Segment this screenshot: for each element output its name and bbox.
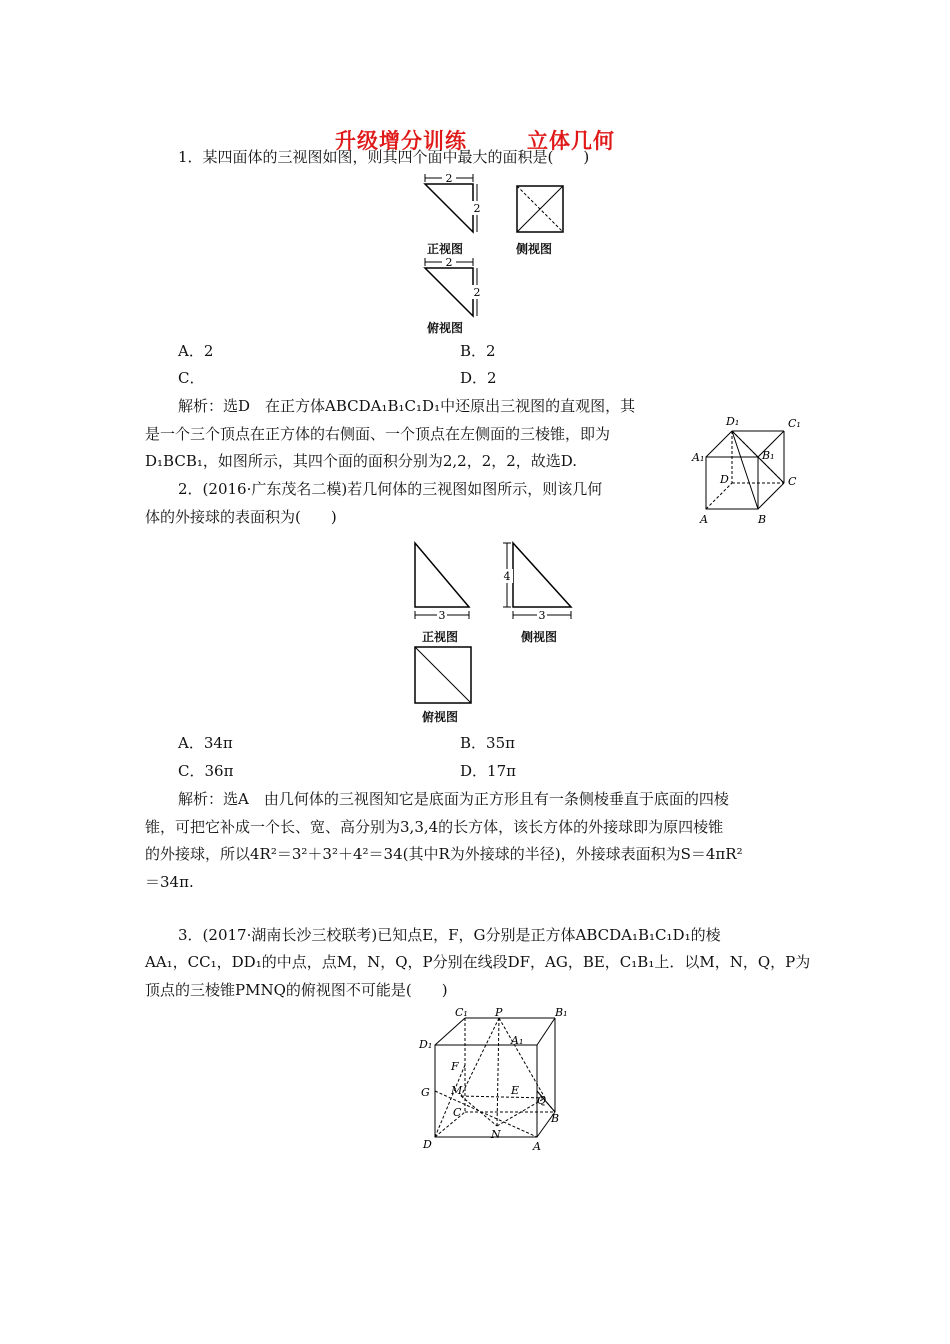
q2-side-label: 侧视图 bbox=[521, 630, 558, 644]
q3-label-p: P bbox=[495, 1008, 503, 1019]
q1-label-d1: D₁ bbox=[726, 415, 740, 428]
q1-label-b: B bbox=[758, 513, 767, 526]
q2-stem-line-1: 2．(2016·广东茂名二模)若几何体的三视图如图所示，则该几何 bbox=[178, 480, 603, 498]
q2-front-view bbox=[415, 543, 469, 622]
q1-label-d: D bbox=[720, 473, 729, 486]
q2-front-dim: 3 bbox=[438, 609, 446, 622]
q3-label-m: M bbox=[451, 1084, 463, 1097]
q1-option-a: A．2 bbox=[178, 342, 214, 360]
q1-side-view bbox=[517, 186, 563, 232]
q3-label-n: N bbox=[491, 1128, 501, 1141]
q2-top-view bbox=[415, 647, 471, 703]
title-right: 立体几何 bbox=[527, 128, 615, 153]
q3-label-e: E bbox=[511, 1084, 520, 1097]
q1-option-c: C． bbox=[178, 369, 205, 387]
q1-label-c1: C₁ bbox=[788, 417, 801, 430]
q1-option-d: D．2 bbox=[460, 369, 497, 387]
q2-top-label: 俯视图 bbox=[422, 710, 459, 724]
q1-front-dim-right: 2 bbox=[473, 202, 481, 215]
q2-option-b: B．35π bbox=[460, 734, 515, 752]
q1-top-dim-right: 2 bbox=[473, 286, 481, 299]
q2-front-label: 正视图 bbox=[422, 630, 459, 644]
q2-side-dim: 3 bbox=[538, 609, 546, 622]
q1-label-c: C bbox=[788, 475, 797, 488]
q1-label-a1: A₁ bbox=[692, 451, 705, 464]
q1-cube-figure bbox=[690, 405, 810, 530]
q3-stem-line-2: AA₁，CC₁，DD₁的中点，点M，N，Q，P分别在线段DF，AG，BE，C₁B₁上．以M，N，Q，P为 bbox=[145, 953, 811, 971]
q3-label-g: G bbox=[421, 1086, 430, 1099]
q2-analysis-line-4: ＝34π. bbox=[145, 873, 194, 891]
q2-option-d: D．17π bbox=[460, 762, 516, 780]
q2-side-height: 4 bbox=[503, 570, 511, 583]
q1-top-label: 俯视图 bbox=[427, 321, 464, 335]
q3-label-a1: A₁ bbox=[511, 1034, 524, 1047]
q3-label-c1: C₁ bbox=[455, 1008, 468, 1019]
q3-label-c: C bbox=[453, 1106, 462, 1119]
q1-analysis-line-2: 是一个三个顶点在正方体的右侧面、一个顶点在左侧面的三棱锥，即为 bbox=[145, 425, 611, 443]
q1-analysis-line-3: D₁BCB₁，如图所示，其四个面的面积分别为2,2，2，2，故选D. bbox=[145, 452, 578, 470]
title-left: 升级增分训练 bbox=[335, 128, 467, 153]
q1-front-dim-top: 2 bbox=[445, 172, 453, 185]
q1-side-label: 侧视图 bbox=[516, 242, 553, 256]
q3-stem-line-1: 3．(2017·湖南长沙三校联考)已知点E，F，G分别是正方体ABCDA₁B₁C₁D₁的棱 bbox=[178, 926, 721, 944]
q3-label-a: A bbox=[533, 1140, 541, 1153]
q1-top-dim-top: 2 bbox=[445, 256, 453, 269]
q1-label-a: A bbox=[700, 513, 708, 526]
q2-analysis-line-3: 的外接球，所以4R²＝3²＋3²＋4²＝34(其中R为外接球的半径)，外接球表面积为S＝4πR² bbox=[145, 845, 743, 863]
q1-stem: 1．某四面体的三视图如图，则其四个面中最大的面积是( ) bbox=[178, 148, 590, 166]
q3-label-d: D bbox=[423, 1138, 432, 1151]
q2-option-c: C．36π bbox=[178, 762, 234, 780]
q3-label-b: B bbox=[551, 1112, 560, 1125]
q2-side-view bbox=[501, 543, 571, 622]
q3-label-q: Q bbox=[537, 1094, 547, 1107]
q1-analysis-line-1: 解析：选D 在正方体ABCDA₁B₁C₁D₁中还原出三视图的直观图，其 bbox=[178, 397, 636, 415]
q1-front-view bbox=[425, 172, 482, 232]
q1-front-label: 正视图 bbox=[427, 242, 464, 256]
q3-label-d1: D₁ bbox=[419, 1038, 433, 1051]
q3-label-f: F bbox=[451, 1060, 459, 1073]
q1-label-b1: B₁ bbox=[762, 449, 775, 462]
q1-top-view bbox=[425, 256, 482, 316]
q3-label-b1: B₁ bbox=[555, 1008, 568, 1019]
q2-stem-line-2: 体的外接球的表面积为( ) bbox=[145, 508, 337, 526]
q3-stem-line-3: 顶点的三棱锥PMNQ的俯视图不可能是( ) bbox=[145, 981, 448, 999]
q1-option-b: B．2 bbox=[460, 342, 496, 360]
q2-analysis-line-2: 锥，可把它补成一个长、宽、高分别为3,3,4的长方体，该长方体的外接球即为原四棱锥 bbox=[145, 818, 724, 836]
q2-option-a: A．34π bbox=[178, 734, 233, 752]
q3-cube-figure bbox=[415, 1008, 575, 1153]
q2-analysis-line-1: 解析：选A 由几何体的三视图知它是底面为正方形且有一条侧棱垂直于底面的四棱 bbox=[178, 790, 729, 808]
